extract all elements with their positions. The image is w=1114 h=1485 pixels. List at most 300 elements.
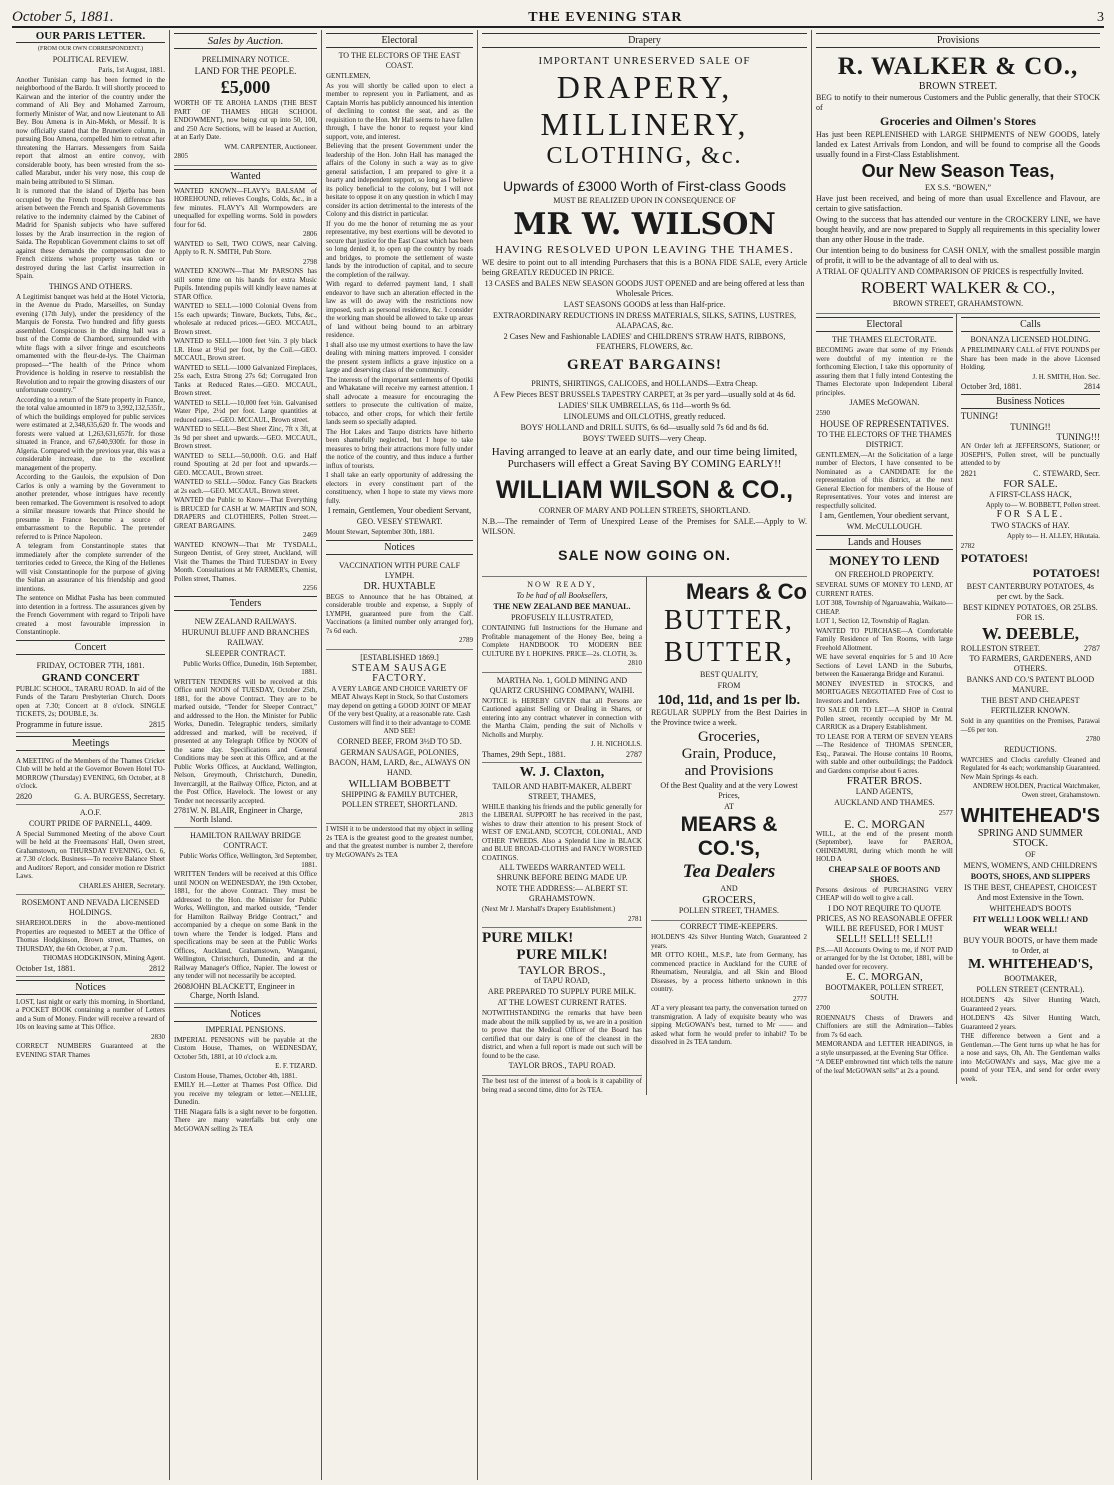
column-4 <box>478 30 812 1480</box>
mears-butter-ad <box>651 577 807 921</box>
several-sums: SEVERAL SUMS OF MONEY TO LEND, AT CURRENT RATES. <box>816 581 953 598</box>
concert-body: PUBLIC SCHOOL, TARARU ROAD. In aid of the Funds of the Tararu Presbyterian Church. Doors open at 7.30; Concert at 8 o'clock. SINGLE TICKETS, 2s; DOUBLE, 3s. <box>16 684 165 718</box>
rosemont-body: SHAREHOLDERS in the above-mentioned Properties are requested to MEET at the Office of Thomas Hodgkinson, Brown street, Thames, on THURSDAY, the 6th October, at 7 p.m. <box>16 919 165 953</box>
paris-paragraph: Another Tunisian camp has been formed in the neighborhood of the Bardo. It will shortly proceed to Kairwan and the interior of the country under the command of Ali Bey and Mohamed Zarroum, formerly Minister of War, and now Lieutenant to Ali Bey. Bou Amena is in Ain-Mekh, or Messif. It is now officially stated that the Brunetiere column, in pursuing Bou Amena, compelled him to retreat after threatening the Harrars. Messengers from Saida report that almost an entire convoy, with considerable booty, has been wrested from the so-called Marabut, under his very nose, this coup de main being attributed to Si Sliman. <box>16 75 165 186</box>
walker-replenished: Has just been REPLENISHED with LARGE SHIPMENTS of NEW GOODS, lately landed ex Latest Arrivals from London, and will be found to comprise all the Goods usually found in a First-Class Establishment. <box>816 130 1100 159</box>
pensions-foot: Custom House, Thames, October 4th, 1881. <box>174 1071 297 1080</box>
having-resolved: HAVING RESOLVED UPON LEAVING THE THAMES. <box>495 244 794 256</box>
quality: Of the Best Quality and at the very Lowest Prices, <box>660 781 798 800</box>
rosemont-sig: THOMAS HODGKINSON, Mining Agent. <box>42 954 165 962</box>
auction-ad <box>174 52 317 166</box>
mcgowan-sig: JAMES McGOWAN. <box>849 398 920 407</box>
factory-body: A VERY LARGE AND CHOICE VARIETY OF MEAT Always Kept in Stock, So that Customers may depend on getting a GOOD JOINT OF MEAT Of the very best Quality, at a reasonable rate. Cash Customers will find it to their advantage to COME AND SEE! <box>327 684 472 735</box>
martha-sig: J. H. NICHOLLS. <box>590 740 642 748</box>
hamilton-office: Public Works Office, Wellington, 3rd September, 1881. <box>179 852 317 869</box>
gent-difference: THE difference between a Gent and a Gentleman.—The Gent turns up what he has for a nose and says, Oh, Ah. The Gentleman walks into McGOWAN's and says, Mac give me a pound of your TEA, and send for order every week. <box>960 1032 1100 1083</box>
hamilton-title: HAMILTON RAILWAY BRIDGE CONTRACT. <box>190 831 301 850</box>
farmers: TO FARMERS, GARDENERS, AND OTHERS. <box>969 654 1092 673</box>
correct-timekeepers: CORRECT TIME-KEEPERS. <box>680 922 778 931</box>
paris-paragraph: According to a return of the State property in France, the total value amounted in 1879 to 3,992,132,535fr., of which the buildings employed for public services were estimated at 2,348,635,620 fr. The woods and forests were valued at 1,263,631,657fr. for those situated in France, and 67,640,930fr. for those in Algeria. Compared with the previous year, this was a considerable increase, due to the excellent management of the property. <box>16 395 165 472</box>
wilson-firm: WILLIAM WILSON & CO., <box>495 476 794 504</box>
regular-supply: REGULAR SUPPLY from the Best Dairies in the Province twice a week. <box>650 708 807 727</box>
is-best: IS THE BEST, CHEAPEST, CHOICEST And most Extensive in the Town. <box>964 883 1097 902</box>
hack: A FIRST-CLASS HACK, <box>989 489 1072 499</box>
money-to-lend: MONEY TO LEND <box>829 553 940 568</box>
walker-street: BROWN STREET. <box>918 81 998 92</box>
address-paragraph: Believing that the present Government under the leadership of the Hon. John Hall has managed the affairs of the Colony in such a way as to give general satisfaction, I am prepared to give it a hearty and independent support, so long as I believe its policy beneficial to the colony, but I will not hesitate to oppose it on any question in which I may consider its action detrimental to the interests of the Colony and this district in particular. <box>326 142 473 218</box>
wanted-purchase: WANTED TO PURCHASE—A Comfortable Family Residence of Ten Rooms, with large Freehold Allotment. <box>816 626 953 652</box>
m-whitehead: M. WHITEHEAD'S, <box>968 957 1093 972</box>
salutation: GENTLEMEN, <box>326 72 371 80</box>
straw-hats: 2 Cases New and Fashionable LADIES' and CHILDREN'S STRAW HATS, RIBBONS, FEATHERS, FLOWERS, &c. <box>503 332 786 351</box>
tweed-suits: BOYS' TWEED SUITS—very Cheap. <box>582 434 707 443</box>
address-close: I remain, Gentlemen, Your obedient Servant, <box>327 506 472 515</box>
walker-owing: Owing to the success that has attended our venture in the CROCKERY LINE, we have bought heavily, and are now prepared to Supply all requirements in this speciality lower than any other House in the trade. <box>816 215 1100 244</box>
niagara-notice: THE Niagara falls is a sight never to be forgotten. There are many waterfalls but only one McGOWAN selling 2s TEA <box>174 1107 317 1133</box>
for-sale: FOR SALE. <box>1003 477 1058 490</box>
paris-paragraph: According to the Gaulois, the expulsion of Don Carlos is only a warning by the Government to another pretender, whose intrigues have recently been remarked. The Government is resolved to adopt a similar measure towards that Prince should he presume in France become a source of embarrassment to the Republic. The pretender referred to is Prince Napoleon. <box>16 473 165 541</box>
money-invested: MONEY INVESTED in STOCKS, and MORTGAGES NEGOTIATED Free of Cost to Investors and Lenders. <box>816 679 953 705</box>
ad-number: 2577 <box>938 809 953 817</box>
wanted-ad: WANTED to SELL—10,000 feet ½in. Galvanised Water Pipe, 2½d per foot. Large quantities at reduced rates.—GEO. MCCAUL, Brown street. <box>174 398 317 424</box>
holdens-watch: HOLDEN'S 42s Silver Hunting Watch, Guaranteed 2 years. <box>650 933 807 950</box>
memoranda: MEMORANDA and LETTER HEADINGS, in a style unsurpassed, at the Evening Star Office. <box>816 1040 953 1057</box>
morgan-body: WILL, at the end of the present month (September), leave for PAEROA, OHINEMURI, during which month he will HOLD A <box>816 829 953 863</box>
dateline: Paris, 1st August, 1881. <box>98 66 165 74</box>
paris-paragraph: A Legitimist banquet was held at the Hotel Victoria, in the Avenue du Prado, Marseilles, on Sunday evening (17th July), under the presidency of the Marquis de Foresta. Two hundred and fifty guests assembled. Conspicuous in the dining hall was a bust of the Comte de Chambord, surrounded with white flags with a silver fringe and escutcheons ornamented with the fleur-de-lys. The Chairman proposed—“The health of the Prince whom Providence is holding in reserve to reestablish the Revolution and to repair the growing disasters of our unfortunate country.” <box>16 292 165 394</box>
to-lease: TO LEASE FOR A TERM OF SEVEN YEARS—The Residence of THOMAS SPENCER, Esq., Parawai. The House contains 10 Rooms, with stable and other outbuildings; the Paddock and Gardens comprise about 6 acres. <box>816 732 953 775</box>
bonanza-sig: J. H. SMITH, Hon. Sec. <box>1032 372 1100 381</box>
shop-to-let: TO SALE OR TO LET—A SHOP in Central Pollen street, recently occupied by Mr M. CARRICK as a Drapery Establishment. <box>816 706 953 731</box>
sale-title-2: CLOTHING, &c. <box>546 143 743 169</box>
tuning-1: TUNING! <box>960 411 999 421</box>
sausage-factory-ad <box>326 650 473 825</box>
address-paragraph: With regard to deferred payment land, I shall endeavor to have such an alteration effected in the law as will do away with the restrictions now imposed, such as personal residence, &c. I consider the working man should be allowed to take up areas of land without being bound to an arbitrary residence. <box>326 280 473 339</box>
ad-number: 2830 <box>151 1032 165 1041</box>
ad-number: 2805 <box>174 152 188 160</box>
hay-stacks: TWO STACKS of HAY. <box>991 521 1070 530</box>
fit-well: FIT WELL! LOOK WELL! AND WEAR WELL! <box>972 915 1088 934</box>
hamilton-body: WRITTEN Tenders will be received at this Office until NOON on WEDNESDAY, the 19th October, 1881, for the above Contract. They must be addressed to the Hon. the Minister for Public Works, Wellington, and marked outside, “Tender for Hamilton Railway Bridge Contract,” and accompanied by a cheque on some Bank in the town where the Tender is lodged. Plans and specifications may be seen at the Public Works Offices, Auckland, Grahamstown, Wanganui, Wellington, Christchurch, Dunedin, and at the Railway Manager's Office, Napier. The lowest or any tender will not necessarily be accepted. <box>174 870 317 980</box>
ad-number: 2780 <box>1086 735 1100 743</box>
and: AND <box>720 884 738 893</box>
section-notices: Notices <box>16 980 165 995</box>
column-4a <box>482 577 647 1095</box>
morgan-name-2: E. C. MORGAN, <box>846 971 923 983</box>
established: [ESTABLISHED 1869.] <box>360 652 439 662</box>
lot-308: LOT 308, Township of Ngaruawahia, Waikato—CHEAP. <box>816 599 953 616</box>
whitehead-boots: WHITEHEAD'S BOOTS <box>989 904 1072 913</box>
wanted-ad: WANTED KNOWN—That Mr PARSONS has still some time on his hands for extra Music Pupils. Intending pupils will kindly leave names at STAR Office. <box>174 267 317 301</box>
hack-apply: Apply to— W. BOBBETT, Pollen street. <box>985 500 1100 509</box>
aof-title: A.O.F. <box>79 807 102 817</box>
robert-address: BROWN STREET, GRAHAMSTOWN. <box>892 299 1024 308</box>
tender-contract: SLEEPER CONTRACT. <box>205 648 286 658</box>
wanted-ad: WANTED to SELL—1000 Galvanized Fireplaces, 25s each, Extra Strong 27s 6d; Corrugated Iron Tanks at Reduced Rates.—GEO. MCCAUL, Brown street. <box>174 363 317 397</box>
col5-lower <box>816 314 1100 1084</box>
meeting-sig: G. A. BURGESS, Secretary. <box>74 791 165 801</box>
martha-notice <box>482 673 642 763</box>
whiteheads: WHITEHEAD'S <box>960 805 1100 827</box>
freehold: ON FREEHOLD PROPERTY. <box>835 570 934 579</box>
tapu-road: of TAPU ROAD, <box>534 976 590 985</box>
desire: WE desire to point out to all intending Purchasers that this is a BONA FIDE SALE, every Article being GREATLY REDUCED IN PRICE. <box>482 258 807 277</box>
fertilizer: THE BEST AND CHEAPEST FERTILIZER KNOWN. <box>981 696 1080 715</box>
huxtable-body: BEGS to Announce that he has Obtained, at considerable trouble and expense, a Supply of LYMPH, guaranteed pure from the Calf. Vaccinations (a limited number only arranged for), 7s 6d each. <box>326 592 473 635</box>
pollen-central: POLLEN STREET (CENTRAL). <box>976 985 1085 994</box>
grain: Grain, Produce, <box>681 746 777 762</box>
wanted-ad: WANTED KNOWN—That Mr TYSDALL, Surgeon Dentist, of Grey street, Auckland, will Visit the Thames the Third TUESDAY in Every Month. Consultations at Mr FARMER's, Chemist, Pollen street, Thames. <box>174 540 317 583</box>
claxton-trade: TAILOR AND HABIT-MAKER, ALBERT STREET, THAMES, <box>492 781 632 801</box>
tender-line: HURUNUI BLUFF AND BRANCHES RAILWAY. <box>181 627 310 647</box>
column-1 <box>12 30 170 1480</box>
ad-number: 2777 <box>793 994 807 1003</box>
wanted-ad: WANTED to SELL—50,000ft. O.G. and Half round Spouting at 2d per foot and upwards.—GEO. MCCAUL, Brown street. <box>174 451 317 477</box>
tuning-3: TUNING!!! <box>1056 431 1100 442</box>
things-and-others: THINGS AND OTHERS. <box>48 281 133 291</box>
frater-address: AUCKLAND AND THAMES. <box>834 798 935 807</box>
ad-number: 2590 <box>816 409 830 417</box>
canterbury: BEST CANTERBURY POTATOES, 4s per cwt. by the Sack. <box>966 582 1095 601</box>
best-quality: BEST QUALITY, <box>700 670 758 679</box>
meeting-body: A MEETING of the Members of the Thames Cricket Club will be held at the Governor Bowen Hotel TO-MORROW (Thursday) EVENING, 6th October, at 8 o'clock. <box>16 756 165 790</box>
walker-ad <box>816 51 1100 314</box>
butter-prices: 10d, 11d, and 1s per lb. <box>657 692 801 707</box>
bee-manual-ad <box>482 577 642 673</box>
paris-paragraph: A telegram from Constantinople states that immediately after the complete surrender of the territories ceded to Greece, the King of the Hellenes will visit Constantinople for the purpose of giving the Sultan an assurance of his friendship and good intentions. <box>16 542 165 593</box>
extra-reductions: EXTRAORDINARY REDUCTIONS IN DRESS MATERIALS, SILKS, SATINS, LUSTRES, ALAPACAS, &c. <box>492 311 797 330</box>
mcc-sig: WM. McCULLOUGH. <box>846 522 923 531</box>
tender-rail: NEW ZEALAND RAILWAYS. <box>194 616 297 626</box>
last-seasons: LAST SEASONS GOODS at less than Half-price. <box>563 300 726 309</box>
factory-title: STEAM SAUSAGE FACTORY. <box>351 662 448 684</box>
tuning-order: AN Order left at JEFFERSON'S, Stationer; or JOSEPH'S, Pollen street, will be punctually attended to by <box>960 442 1100 467</box>
claxton-tweeds: ALL TWEEDS WARRANTED WELL SHRUNK BEFORE BEING MADE UP. <box>496 863 628 882</box>
tuning-2: TUNING!! <box>1010 421 1051 432</box>
new-goods: 13 CASES and BALES NEW SEASON GOODS JUST OPENED and are being offered at less than Wholesale Prices. <box>484 279 805 298</box>
ad-number: 2815 <box>149 719 165 729</box>
pure-milk-2: PURE MILK! <box>516 947 608 963</box>
court-title: COURT PRIDE OF PARNELL, 4409. <box>28 818 153 828</box>
wilson-nb: N.B.—The remainder of Term of Unexpired Lease of the Premises for SALE.—Apply to W. WILSON. <box>482 517 807 536</box>
ad-number: 2781 <box>627 914 642 923</box>
emily-notice: EMILY H.—Letter at Thames Post Office. Did you receive my telegram or letter.—NELLIE, Dunedin. <box>174 1081 317 1106</box>
booksellers: To be had of all Booksellers, <box>516 591 608 600</box>
rosemont-date: October 1st, 1881. <box>16 963 76 973</box>
address-paragraph: I shall take an early opportunity of addressing the electors in every constituent part of the constituency, when I hope to state my views more fully. <box>326 471 473 505</box>
tender-body: WRITTEN TENDERS will be received at this Office until NOON of TUESDAY, October 25th, 1881, for the above Contract. They are to be marked outside, “Tender for Sleeper Contract,” and addressed to the Hon. the Minister for Public Works, Dunedin. Telegraphic tenders, similarly addressed and marked, will be received, if presented at any Telegraph Office by NOON of the same day. Specifications and General Conditions may be seen at this Office, and at the Public Works Offices, at Auckland, Wellington, Nelson, Greymouth, Christchurch, Dunedin, Invercargill, at the Railway Office, Picton, and at the Post Office, Havelock. The lowest or any Tender not necessarily accepted. <box>174 677 317 805</box>
steward-sig: C. STEWARD, Secr. <box>1033 468 1100 478</box>
mears-logo: Mears & Co <box>685 579 807 604</box>
holden-sig: ANDREW HOLDEN, Practical Watchmaker, Owen street, Grahamstown. <box>972 782 1100 799</box>
aof-notice <box>16 805 165 896</box>
ad-number: 2256 <box>303 584 317 592</box>
quote-prices: I DO NOT REQUIRE TO QUOTE PRICES, AS NO REASONABLE OFFER WILL BE REFUSED, FOR I MUST <box>816 903 953 933</box>
wanted-ad: WANTED to SELL—1000 Colonial Ovens from 15s each upwards; Tinware, Buckets, Tubs, &c., wholesale at reduced prices.—GEO. MCCAUL, Brown street. <box>174 302 317 336</box>
ad-number: 2608 <box>174 981 190 991</box>
ad-number: 2821 <box>960 468 977 478</box>
roennau: ROENNAU'S Chests of Drawers and Chiffoniers are still the Admiration—Tables from 7s 6d each. <box>816 1013 953 1039</box>
arranged: Having arranged to leave at an early date, and our time being limited, Purchasers will effect a Great Saving BY COMING EARLY!! <box>491 446 798 470</box>
frater-bros: FRATER BROS. <box>846 775 922 787</box>
to-electors: TO THE ELECTORS OF THE THAMES DISTRICT. <box>817 429 952 449</box>
hamilton-tender <box>174 828 317 1004</box>
section-business: Business Notices <box>961 394 1100 409</box>
hamilton-sig: JOHN BLACKETT, Engineer in Charge, North Island. <box>190 981 295 1000</box>
wanted-ad: WANTED KNOWN—FLAVY's BALSAM of HOREHOUND, relieves Coughs, Colds, &c., in a few minutes. FLAVY's All Wormpowders are unequalled for expelling worms. Sold in powders four for 6d. <box>174 186 317 229</box>
bonanza-date: October 3rd, 1881. <box>960 382 1022 391</box>
address-paragraph: If you do me the honor of returning me as your representative, my best exertions will be devoted to secure that justice for the East Coast which has been so long denied it, to open up the country by roads and bridges, to promote the settlement of waste lands by the introduction of capital, and to secure the completion of the railway. <box>326 219 473 279</box>
wanted-ad: WANTED to SELL—1000 feet ½in. 3 ply black I.R. Hose at 9½d per foot, by the Coil.—GEO. MCCAUL, Brown street. <box>174 337 317 362</box>
address-paragraph: The Hot Lakes and Taupo districts have hitherto been shamefully neglected, but I hope to take measures to bring their attractions more fully under the notice of the country, and thus induce a further influx of tourists. <box>326 427 473 470</box>
pure-milk-ad <box>482 928 642 1076</box>
upwards: Upwards of £3000 Worth of First-class Goods <box>503 178 786 194</box>
byline: (FROM OUR OWN CORRESPONDENT.) <box>38 46 143 52</box>
bee-body: CONTAINING full Instructions for the Humane and Profitable management of the Honey Bee, being a Complete HANDBOOK TO MODERN BEE CULTURE BY I. HOPKINS. PRICE—2s. CLOTH, 3s. <box>482 624 642 658</box>
rolleston: ROLLESTON STREET. <box>960 644 1041 653</box>
butter: BUTTER, <box>664 605 794 636</box>
section-provisions: Provisions <box>816 33 1100 48</box>
watches: WATCHES and Clocks carefully Cleaned and Regulated for 4s each; workmanship Guaranteed. New Main Springs 4s each. <box>960 755 1100 781</box>
provisions: and Provisions <box>684 763 774 779</box>
wanted-ad: WANTED to SELL—Best Sheet Zinc, 7ft x 3ft, at 3s 9d per sheet and upwards.—GEO. MCCAUL, Brown street. <box>174 425 317 450</box>
bobbett-trade: SHIPPING & FAMILY BUTCHER, POLLEN STREET, SHORTLAND. <box>341 789 458 809</box>
address-paragraph: The interests of the important settlements of Opotiki and Whakatane will receive my earnest attention. I shall advocate a measure for encouraging the settlers to prosecute the cultivation of maize, tobacco, and other crops, for which their fertile lands seem so specially adapted. <box>326 375 473 426</box>
cheap-sale: CHEAP SALE OF BOOTS AND SHOES. <box>828 864 941 884</box>
prints: PRINTS, SHIRTINGS, CALICOES, and HOLLANDS—Extra Cheap. <box>531 379 758 388</box>
lot-1: LOT 1, Section 12, Township of Raglan. <box>816 617 930 625</box>
of: OF <box>1025 850 1036 859</box>
ad-number: 2782 <box>960 541 975 550</box>
wanted-ad: WANTED to SELL—50doz. Fancy Gas Brackets at 2s each.—GEO. MCCAUL, Brown street. <box>174 478 317 495</box>
paris-paragraph: The sentence on Midhat Pasha has been commuted into detention in a fortress. The assurances given by the French Government with regard to Tripoli have created a most favourable impression in Constantinople. <box>16 594 165 636</box>
ex-bowen: EX S.S. “BOWEN,” <box>925 183 991 192</box>
deeble: W. DEEBLE, <box>981 624 1079 643</box>
court-sig: CHARLES AHIER, Secretary. <box>79 881 165 890</box>
bootmaker: BOOTMAKER, <box>1004 974 1057 983</box>
robert-walker: ROBERT WALKER & CO., <box>860 278 1056 297</box>
taylor-sig: TAYLOR BROS., TAPU ROAD. <box>508 1061 616 1070</box>
wilson-address: CORNER OF MARY AND POLLEN STREETS, SHORTLAND. <box>538 506 751 515</box>
concert-title: GRAND CONCERT <box>41 671 140 684</box>
pensions-body: IMPERIAL PENSIONS will be payable at the Custom House, Thames, on WEDNESDAY, October 5th, 1881, at 10 o'clock a.m. <box>174 1035 317 1061</box>
column-5b <box>957 314 1100 1084</box>
kidney: BEST KIDNEY POTATOES, OR 25LBS. FOR 1S. <box>963 603 1098 622</box>
ad-number: 2806 <box>303 230 317 238</box>
east-coast-title: TO THE ELECTORS OF THE EAST COAST. <box>338 51 461 70</box>
auction-land: LAND FOR THE PEOPLE. <box>194 66 297 76</box>
sale-intro: IMPORTANT UNRESERVED SALE OF <box>538 55 751 67</box>
ad-number: 2469 <box>303 531 317 539</box>
sale-now: SALE NOW GOING ON. <box>558 547 731 563</box>
tender-sig: W. N. BLAIR, Engineer in Charge, North Island. <box>190 806 303 824</box>
frater-trade: LAND AGENTS, <box>855 787 914 796</box>
address-sig: GEO. VESEY STEWART. <box>356 517 443 526</box>
column-5a <box>816 314 957 1084</box>
section-drapery: Drapery <box>482 33 807 48</box>
butter-2: BUTTER, <box>664 637 794 668</box>
corned-beef: CORNED BEEF, FROM 3½D TO 5D. <box>337 736 462 746</box>
ps-accounts: P.S.—All Accounts Owing to me, if NOT PAID or arranged for by the 1st October, 1881, will be handed over for recovery. <box>816 945 953 971</box>
boys-suits: BOYS' HOLLAND and DRILL SUITS, 6s 6d—usually sold 7s 6d and 8s 6d. <box>520 423 769 432</box>
bonanza-body: A PRELIMINARY CALL of FIVE POUNDS per Share has been made in the above Licensed Holding. <box>960 346 1100 371</box>
morgan-name: E. C. MORGAN <box>844 816 925 831</box>
pensions-sig: E. F. TIZARD. <box>275 1062 317 1070</box>
claxton-ad <box>482 763 642 929</box>
vaccination-title: VACCINATION WITH PURE CALF LYMPH. <box>338 560 461 580</box>
prepared: ARE PREPARED TO SUPPLY PURE MILK. <box>487 987 637 996</box>
illustrated: PROFUSELY ILLUSTRATED, <box>510 613 613 622</box>
railway-tender <box>174 614 317 829</box>
buy-boots: BUY YOUR BOOTS, or have them made to Order, at <box>963 936 1098 955</box>
ad-number: 2789 <box>459 636 473 644</box>
auction-prelim: PRELIMINARY NOTICE. <box>201 55 290 64</box>
concert-ad <box>16 658 165 733</box>
address-place: Mount Stewart, September 30th, 1881. <box>326 528 435 536</box>
bee-title: THE NEW ZEALAND BEE MANUAL. <box>493 602 631 611</box>
notwithstanding: NOTWITHSTANDING the remarks that have been made about the milk supplied by us, we are in a position to prove that the Medical Officer of the Board has certified that our dairy is one of the cleanest in the district, and when a full report is made out such will be found to be the case. <box>482 1009 642 1060</box>
sale-title: DRAPERY, MILLINERY, <box>540 69 749 142</box>
concert-date: FRIDAY, OCTOBER 7TH, 1881. <box>36 660 145 670</box>
pollen-street: POLLEN STREET, THAMES. <box>678 906 780 915</box>
section-electoral: Electoral <box>326 33 473 48</box>
morgan-trade: BOOTMAKER, POLLEN STREET, SOUTH. <box>825 983 944 1002</box>
must-be-realized: MUST BE REALIZED UPON IN CONSEQUENCE OF <box>553 196 736 205</box>
tea-notice: I WISH it to be understood that my object in selling 2s TEA is the greatest good to the greatest number, and that the greatest number is number 2, therefore try McGOWAN's 2s TEA <box>326 825 473 859</box>
tender-office: Public Works Office, Dunedin, 16th September, 1881. <box>183 659 317 676</box>
rosemont-notice <box>16 895 165 977</box>
best-test: The best test of the interest of a book is it capability of being read a second time, ditto for 2s TEA. <box>482 1077 642 1094</box>
potatoes: POTATOES! <box>960 551 1029 565</box>
paris-paragraph: It is rumored that the island of Djerba has been occupied by the French troops. A difference has arisen between the French and Spanish Governments relative to the indemnity claimed by the Cabinet of Madrid for Spanish subjects who have suffered losses by the Arab insurrection in the region of Saida. The Republican Government claims to set off against these demands the compensation due to French citizens whose property was taken or destroyed during the last Carlist insurrection in Spain. <box>16 187 165 280</box>
huxtable: DR. HUXTABLE <box>363 580 436 592</box>
ad-number: 2820 <box>16 791 32 801</box>
section-calls: Calls <box>961 317 1100 332</box>
section-electoral: Electoral <box>816 317 953 332</box>
german-sausage: GERMAN SAUSAGE, POLONIES, BACON, HAM, LARD, &c., ALWAYS ON HAND. <box>328 747 471 777</box>
boots-shoes: BOOTS, SHOES, AND SLIPPERS <box>970 872 1091 881</box>
court-body: A Special Summoned Meeting of the above Court will be held at the Freemasons' Hall, Owen street, Grahamstown, on THURSDAY EVENING, Oct. 6, at 7.30 o'clock. Business—To receive Balance Sheet and Auditors' Report, and consider motion re District Laws. <box>16 829 165 880</box>
section-wanted: Wanted <box>174 169 317 184</box>
ad-number: 2813 <box>459 810 473 819</box>
ad-number: 2787 <box>625 749 642 759</box>
enquiries: WE have several enquiries for 5 and 10 Acre Sections of Level LAND in the Suburbs, between the Kauaeranga Bridge and Kuranui. <box>816 653 953 678</box>
pensions-title: IMPERIAL PENSIONS. <box>205 1024 286 1034</box>
at: AT <box>724 802 734 811</box>
walker-groceries: Groceries and Oilmen's Stores <box>880 114 1036 128</box>
mcc-close: I am, Gentlemen, Your obedient servant, <box>819 511 950 520</box>
stacks-apply: Apply to— H. ALLEY, Hikutaia. <box>1006 532 1100 540</box>
new-season-teas: Our New Season Teas, <box>861 161 1055 181</box>
vaccination-ad <box>326 558 473 650</box>
auction-sig: WM. CARPENTER, Auctioneer. <box>224 142 317 151</box>
paper-title: THE EVENING STAR <box>528 10 683 25</box>
claxton-address: NOTE THE ADDRESS:— ALBERT ST. GRAHAMSTOWN. <box>496 884 628 903</box>
section-concert: Concert <box>16 640 165 655</box>
claxton-body: WHILE thanking his friends and the public generally for the LIBERAL SUPPORT he has received in the past, wishes to draw their attention to his present Stock of WEST OF ENGLAND, SCOTCH, COLONIAL, AND OTHER TWEEDS. Also a Splendid Line in BLACK and BLUE BROAD-CLOTHS and FANCY WORSTED COATINGS. <box>482 802 642 862</box>
sold: Sold in any quantities on the Premises, Parawai—£6 per ton. <box>960 717 1100 734</box>
holdens-2: HOLDEN'S 42s Silver Hunting Watch, Guaranteed 2 years. <box>960 1014 1100 1031</box>
taylor-bros: TAYLOR BROS., <box>518 963 606 977</box>
walker-intention: Our intention being to do business for CASH ONLY, with the smallest possible margin of profit, it will to be the advantage of all to deal with us. <box>816 246 1100 265</box>
deep-tint: “A DEEP embrowned tint which tells the nature of the leaf McGOWAN sells” at 2s a pound. <box>816 1058 953 1075</box>
great-bargains: GREAT BARGAINS! <box>567 357 722 373</box>
from: FROM <box>717 681 741 690</box>
address-paragraph: As you will shortly be called upon to elect a member to represent you in Parliament, and as Captain Morris has publicly announced his intention of declining to contest the seat, and as the requisition to the Hon. Mr Hall seems to have fallen through, I have the honor to request your kind support, vote, and interest. <box>326 81 473 141</box>
section-auction: Sales by Auction. <box>174 33 317 49</box>
tea-party: AT a very pleasant tea party, the conversation turned on transmigration. A lady of exquisite beauty who was sipping McGOWAN's best, turned to Mr —— and asked what form he would prefer to inhabit? To be dissolved in 2s TEA tandum. <box>650 1004 807 1046</box>
paris-letter-title: OUR PARIS LETTER. <box>16 30 165 43</box>
lost-notice: LOST, last night or early this morning, in Shortland, a POCKET BOOK containing a number of Letters and a Sum of Money. Finder will receive a reward of 10s on leaving same at This Office. <box>16 997 165 1031</box>
concert-foot: Programme in future issue. <box>16 719 103 729</box>
ad-number: 2812 <box>149 963 165 973</box>
banks-manure: BANKS AND CO.'S PATENT BLOOD MANURE. <box>966 675 1095 694</box>
political-review: POLITICAL REVIEW. <box>52 55 129 64</box>
claxton-next: (Next Mr J. Marshall's Drapery Establishment.) <box>482 905 616 913</box>
linoleums: LINOLEUMS and OILCLOTHS, greatly reduced. <box>563 412 726 421</box>
groceries: Groceries, <box>697 729 761 745</box>
column-3 <box>322 30 478 1480</box>
mens: MEN'S, WOMEN'S, AND CHILDREN'S <box>963 861 1098 870</box>
ad-number: 2814 <box>1084 382 1100 391</box>
pure-milk: PURE MILK! <box>482 930 574 946</box>
walker-have: Have just been received, and being of more than usual Excellence and Flavour, are certain to give satisfaction. <box>816 194 1100 213</box>
ad-number: 2787 <box>1084 644 1100 653</box>
bobbett-name: WILLIAM BOBBETT <box>348 777 451 790</box>
bonanza-title: BONANZA LICENSED HOLDING. <box>970 335 1091 344</box>
walker-trial: A TRIAL OF QUALITY AND COMPARISON OF PRICES is respectfully Invited. <box>816 267 1084 276</box>
persons-desirous: Persons desirous of PURCHASING VERY CHEAP will do well to give a call. <box>816 885 953 902</box>
correct-numbers: CORRECT NUMBERS Guaranteed at the EVENING STAR Thames <box>16 1042 165 1059</box>
section-meetings: Meetings <box>16 736 165 751</box>
grocers: GROCERS, <box>702 894 756 906</box>
walker-name: R. WALKER & CO., <box>837 53 1079 80</box>
martha-title: MARTHA No. 1, GOLD MINING AND QUARTZ CRUSHING COMPANY, WAIHI. <box>489 675 635 695</box>
section-lands: Lands and Houses <box>816 535 953 550</box>
tea-dealers: Tea Dealers <box>682 861 776 882</box>
sell-sell: SELL!! SELL!! SELL!! <box>836 933 933 945</box>
address-paragraph: I shall also use my utmost exertions to have the law dealing with mining matters improved. I consider the present system inflicts a grave injustice on a large and deserving class of the community. <box>326 340 473 374</box>
walker-beg: BEG to notify to their numerous Customers and the Public generally, that their STOCK of <box>816 93 1100 112</box>
spring-stock: SPRING AND SUMMER STOCK. <box>977 828 1083 849</box>
ad-number: 2700 <box>816 1004 830 1012</box>
column-4b <box>647 577 807 1095</box>
house-reps: HOUSE OF REPRESENTATIVES. <box>819 418 949 429</box>
section-tenders: Tenders <box>174 596 317 611</box>
column-5 <box>812 30 1104 1480</box>
rosemont-title: ROSEMONT AND NEVADA LICENSED HOLDINGS. <box>21 898 160 917</box>
otto-kohl: MR OTTO KOHL, M.S.P., late from Germany, has commenced practice in Auckland for the CURE of Rheumatism, Neuralgia, and all Skin and Blood Diseases, by a process hitherto unknown in this country. <box>650 951 807 993</box>
column-2 <box>170 30 322 1480</box>
mr-wilson: MR W. WILSON <box>513 207 776 242</box>
carpet: A Few Pieces BEST BRUSSELS TAPESTRY CARPET, at 3s per yard—usually sold at 4s 6d. <box>493 390 796 399</box>
page-number: 3 <box>1097 10 1104 25</box>
auction-body: WORTH OF TE AROHA LANDS (THE BEST PART OF THAMES HIGH SCHOOL ENDOWMENT), now being cut up into 50, 100, and 250 Acre Sections, will be leased at Auction, at an Early Date. <box>174 99 317 141</box>
section-notices: Notices <box>174 1007 317 1022</box>
reductions: REDUCTIONS. <box>1004 744 1057 754</box>
claxton-name: W. J. Claxton, <box>519 764 605 780</box>
ad-number: 2810 <box>627 659 642 667</box>
now-ready: NOW READY, <box>527 580 597 589</box>
wanted-ad: WANTED to Sell, TWO COWS, near Calving. Apply to R. N. SMITH, Pub Store. <box>174 239 317 256</box>
masthead <box>12 4 1104 28</box>
auction-amount: £5,000 <box>220 77 271 97</box>
wilson-sale-ad <box>482 51 807 577</box>
holdens-1: HOLDEN'S 42s Silver Hunting Watch, Guaranteed 2 years. <box>960 996 1100 1013</box>
issue-date: October 5, 1881. <box>12 9 114 25</box>
mcc-address: GENTLEMEN,—At the Solicitation of a large number of Electors, I have consented to be Nominated as a CANDIDATE for the representation of this district, at the next General Election for members of the House of Representatives. Your votes and interest are respectfully solicited. <box>816 450 953 510</box>
cricket-meeting <box>16 754 165 805</box>
